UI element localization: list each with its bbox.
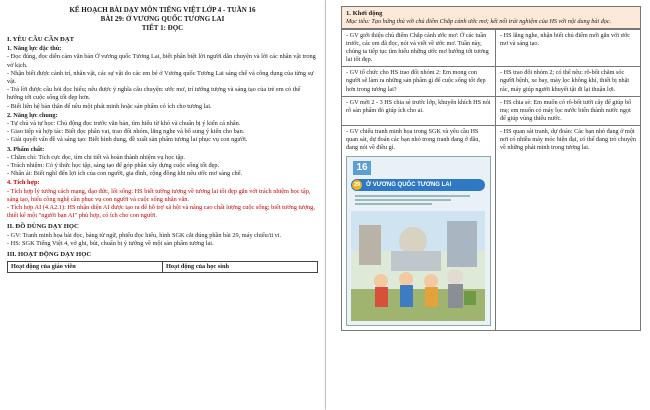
paragraph: - HS: SGK Tiếng Việt 4, vở ghi, bút, chuẩn bị ý tưởng về một sản phẩm tương lai. <box>7 239 214 247</box>
paragraph: - Trách nhiệm: Có ý thức học tập, sáng tạo để góp phần xây dựng cuộc sống tốt đẹp. <box>7 162 220 170</box>
paragraph: - Tự chủ và tự học: Chủ động đọc trước văn bản, tìm hiểu từ khó và chuẩn bị ý kiến cá nhân. <box>7 120 241 128</box>
teacher-activity-text: - GV chiếu tranh minh họa trong SGK và yêu cầu HS quan sát, dự đoán các bạn nhỏ trong tranh đang ở đâu, đang nói về điều gì. <box>346 127 480 152</box>
integration-paragraph: - Tích hợp lý tưởng cách mạng, đạo đức, lối sống: HS biết tưởng tượng về tương lai tốt đẹp gắn với trách nhiệm học tập, sáng tạo, hiểu công nghệ cần phục vụ con người và cuộc sống nhân văn. <box>7 187 311 203</box>
paragraph: - GV: Tranh minh họa bài đọc, bảng từ ngữ, phiếu đọc hiểu, hình SGK cắt đúng phần bài 29, máy chiếu/ti vi. <box>7 231 282 239</box>
table-row <box>342 96 641 125</box>
integration-paragraph: - Tích hợp AI (4.A2.1): HS nhận diện AI được tạo ra để hỗ trợ xã hội và nâng cao chất lượng cuộc sống; biết tưởng tượng, thiết kế một "người bạn AI" phù hợp, có ích cho con người. <box>7 204 315 220</box>
warmup-goal: Mục tiêu: Tạo hứng thú với chủ điểm Chắp cánh ước mơ; kết nối trải nghiệm của HS với nội dung bài đọc. <box>346 18 612 25</box>
table-row <box>342 30 641 67</box>
teacher-activity-cell: - GV giới thiệu chủ điểm Chắp cánh ước mơ: Ở các tuần trước, các em đã đọc, nói và viết về ước mơ. Tuần này, chúng ta tiếp tục tìm hiểu những ước mơ hướng tới tương lai tốt đẹp. <box>342 30 496 67</box>
subsection-heading: 2. Năng lực chung: <box>7 111 58 119</box>
subsection-heading: 1. Năng lực đặc thù: <box>7 45 62 53</box>
student-activity-cell: - HS lắng nghe, nhận biết chủ điểm mới gắn với ước mơ và sáng tạo. <box>496 30 641 67</box>
lesson-title: BÀI 29: Ở VƯƠNG QUỐC TƯƠNG LAI <box>100 15 225 23</box>
textbook-image <box>346 156 491 326</box>
student-column-header: Hoạt động của học sinh <box>163 262 318 273</box>
table-row <box>342 125 641 330</box>
activity-table-header <box>7 261 318 273</box>
paragraph: - Đọc đúng, đọc diễn cảm văn bản Ở vương quốc Tương Lai, biết phân biệt lời người dẫn chuyện và lời các nhân vật trong vở kịch. <box>7 53 316 69</box>
activity-table <box>341 29 641 331</box>
section-heading: III. HOẠT ĐỘNG DẠY HỌC <box>7 251 92 259</box>
lesson-banner-title: Ở VƯƠNG QUỐC TƯƠNG LAI <box>366 182 452 189</box>
paragraph: - Chăm chỉ: Tích cực đọc, tìm chi tiết và hoàn thành nhiệm vụ học tập. <box>7 153 185 161</box>
paragraph: - Nhân ái: Biết nghĩ đến lợi ích của con người, gia đình, cộng đồng khi nêu ước mơ sáng chế. <box>7 170 243 178</box>
table-row <box>342 67 641 96</box>
student-activity-cell: - HS trao đổi nhóm 2; có thể nêu: rô-bốt chăm sóc người bệnh, xe bay, máy lọc không khí, thiết bị nhặt rác, máy giúp người khuyết tật đi lại thuận lợi. <box>496 67 641 96</box>
student-activity-cell: - HS quan sát tranh, dự đoán: Các bạn nhỏ đang ở một nơi có nhiều máy móc hiện đại, có thể đang trò chuyện về những phát minh trong tương lai. <box>496 125 641 330</box>
section-heading: I. YÊU CẦU CẦN ĐẠT <box>7 36 74 43</box>
student-activity-cell: - HS chia sẻ: Em muốn có rô-bốt tưới cây để giúp bố mẹ; em muốn có máy lọc nước biến thành nước ngọt để giúp vùng thiếu nước. <box>496 96 641 125</box>
teacher-column-header: Hoạt động của giáo viên <box>8 262 163 273</box>
period-title: TIẾT 1: ĐỌC <box>141 24 184 32</box>
section-heading: II. ĐỒ DÙNG DẠY HỌC <box>7 223 79 231</box>
paragraph: - Biết liên hệ bản thân để nêu một phát minh hoặc sản phẩm có ích cho tương lai. <box>7 102 212 110</box>
paragraph: - Nhận biết được cảnh trí, nhân vật, các sự vật do các em bé ở Vương quốc Tương Lai sáng chế và công dụng của từng sự vật. <box>7 69 314 86</box>
paragraph: - Giải quyết vấn đề và sáng tạo: Biết hình dung, đề xuất sản phẩm tương lai phục vụ con người. <box>7 136 248 144</box>
text-lines <box>355 195 483 207</box>
teacher-activity-cell: - GV tổ chức cho HS trao đổi nhóm 2: Em mong con người sẽ làm ra những sản phẩm gì để cuộc sống tốt đẹp hơn trong tương lai? <box>342 67 496 96</box>
lesson-banner <box>351 179 485 191</box>
warmup-title: 1. Khởi động <box>346 10 383 17</box>
paragraph: - Trả lời được câu hỏi đọc hiểu; nêu được ý nghĩa câu chuyện: ước mơ, trí tưởng tượng và sáng tạo của trẻ em có thể hướng tới cuộc sống tốt đẹp hơn. <box>7 86 301 102</box>
subsection-heading: 3. Phẩm chất: <box>7 145 45 153</box>
teacher-activity-cell <box>342 125 496 330</box>
doc-title: KẾ HOẠCH BÀI DẠY MÔN TIẾNG VIỆT LỚP 4 - TUẦN 16 <box>69 6 256 14</box>
paragraph: - Giao tiếp và hợp tác: Biết đọc phân vai, trao đổi nhóm, lắng nghe và bổ sung ý kiến cho bạn. <box>7 128 245 136</box>
teacher-activity-cell: - GV mời 2 - 3 HS chia sẻ trước lớp, khuyến khích HS nói rõ sản phẩm đó giúp ích cho ai. <box>342 96 496 125</box>
warmup-header <box>341 6 641 29</box>
lesson-plan-page-right <box>326 0 650 410</box>
lesson-number-badge: 29 <box>353 182 361 189</box>
subsection-heading-integration: 4. Tích hợp: <box>7 179 40 187</box>
week-number: 16 <box>353 161 371 175</box>
illustration-scene <box>351 211 485 321</box>
